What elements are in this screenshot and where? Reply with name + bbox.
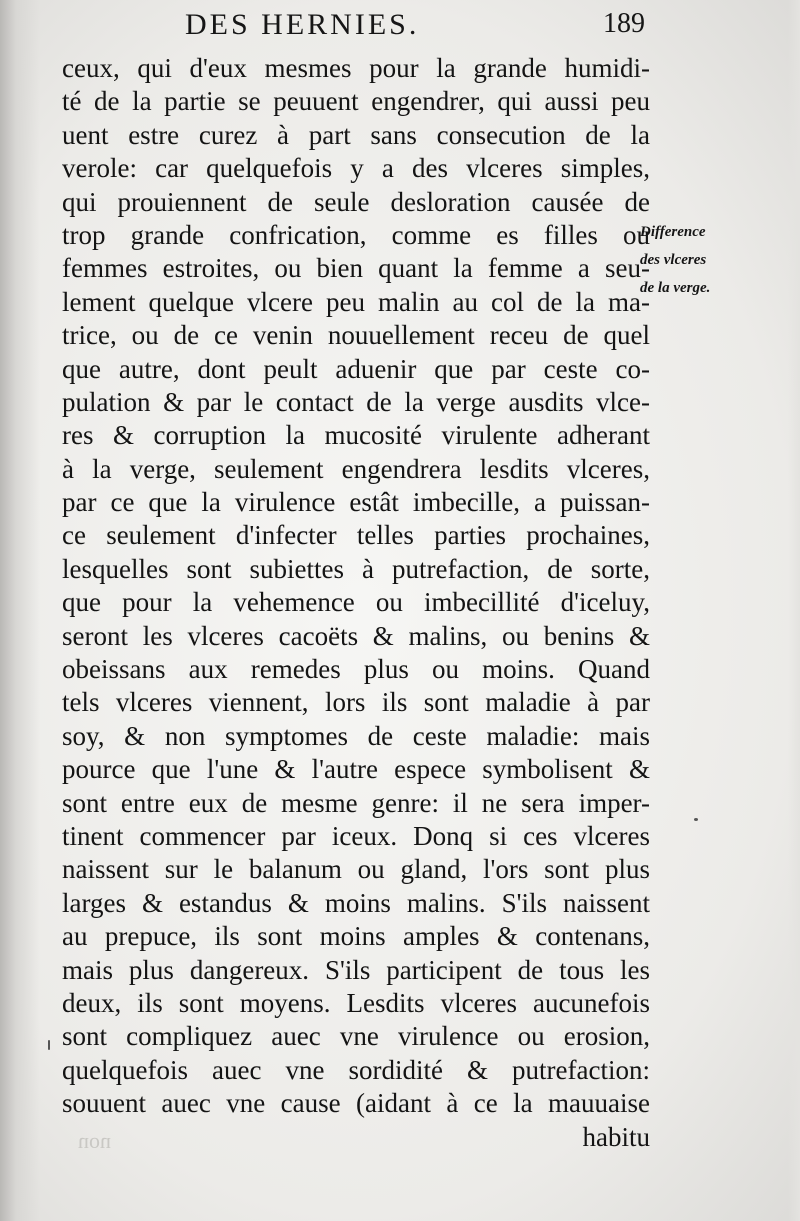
text-line: tels vlceres viennent, lors ils sont maladie à par <box>62 687 650 718</box>
text-line: souuent auec vne cause (aidant à ce la mauuaise <box>62 1088 650 1119</box>
text-line: ceux, qui d'eux mesmes pour la grande humidi- <box>62 53 650 83</box>
page-edge <box>788 0 800 1221</box>
text-line: té de la partie se peuuent engendrer, qui aussi peu <box>62 86 650 117</box>
text-line: par ce que la virulence estât imbecille, a puissan- <box>62 487 650 518</box>
text-line: que pour la vehemence ou imbecillité d'iceluy, <box>62 587 650 618</box>
text-line: que autre, dont peult aduenir que par ceste co- <box>62 353 650 384</box>
text-line: deux, ils sont moyens. Lesdits vlceres aucunefois <box>62 987 650 1018</box>
text-line: soy, & non symptomes de ceste maladie: mais <box>62 720 650 751</box>
text-line: sont entre eux de mesme genre: il ne sera imper- <box>62 787 650 818</box>
ink-speck <box>694 818 698 821</box>
catchword: habitu <box>582 1121 650 1152</box>
text-line: res & corruption la mucosité virulente adherant <box>62 420 650 451</box>
page-number: 189 <box>603 8 645 39</box>
binding-gutter <box>0 0 40 1221</box>
text-line: trice, ou de ce venin nouuellement receu de quel <box>62 320 650 351</box>
margin-note-line: Difference <box>640 224 706 240</box>
text-line: sont compliquez auec vne virulence ou erosion, <box>62 1021 650 1052</box>
text-line: verole: car quelquefois y a des vlceres simples, <box>62 153 650 184</box>
text-line: obeissans aux remedes plus ou moins. Quand <box>62 654 650 685</box>
running-head: DES HERNIES. <box>185 8 420 41</box>
text-line: qui prouiennent de seule desloration causée de <box>62 186 650 217</box>
text-line: mais plus dangereux. S'ils participent de tous les <box>62 954 650 985</box>
body-text <box>62 52 650 1154</box>
text-line: seront les vlceres cacoëts & malins, ou benins & <box>62 620 650 651</box>
margin-note <box>640 218 760 302</box>
text-line: lement quelque vlcere peu malin au col de la ma- <box>62 286 650 317</box>
show-through-text: non <box>78 1128 111 1153</box>
text-line: quelquefois auec vne sordidité & putrefaction: <box>62 1054 650 1085</box>
text-line: au prepuce, ils sont moins amples & contenans, <box>62 921 650 952</box>
text-line: pulation & par le contact de la verge ausdits vlce- <box>62 386 650 417</box>
ink-speck <box>48 1040 50 1050</box>
text-line: à la verge, seulement engendrera lesdits vlceres, <box>62 453 650 484</box>
text-line: lesquelles sont subiettes à putrefaction, de sorte, <box>62 553 650 584</box>
text-line: trop grande confrication, comme es filles ou <box>62 219 650 250</box>
margin-note-line: de la verge. <box>640 280 711 296</box>
text-line: tinent commencer par iceux. Donq si ces vlceres <box>62 820 650 851</box>
text-line: larges & estandus & moins malins. S'ils naissent <box>62 887 650 918</box>
text-line: femmes estroites, ou bien quant la femme a seu- <box>62 253 650 284</box>
text-line: naissent sur le balanum ou gland, l'ors sont plus <box>62 854 650 885</box>
margin-note-line: des vlceres <box>640 252 707 268</box>
text-line: ce seulement d'infecter telles parties prochaines, <box>62 520 650 551</box>
text-line: pource que l'une & l'autre espece symbolisent & <box>62 754 650 785</box>
text-line: uent estre curez à part sans consecution de la <box>62 119 650 150</box>
